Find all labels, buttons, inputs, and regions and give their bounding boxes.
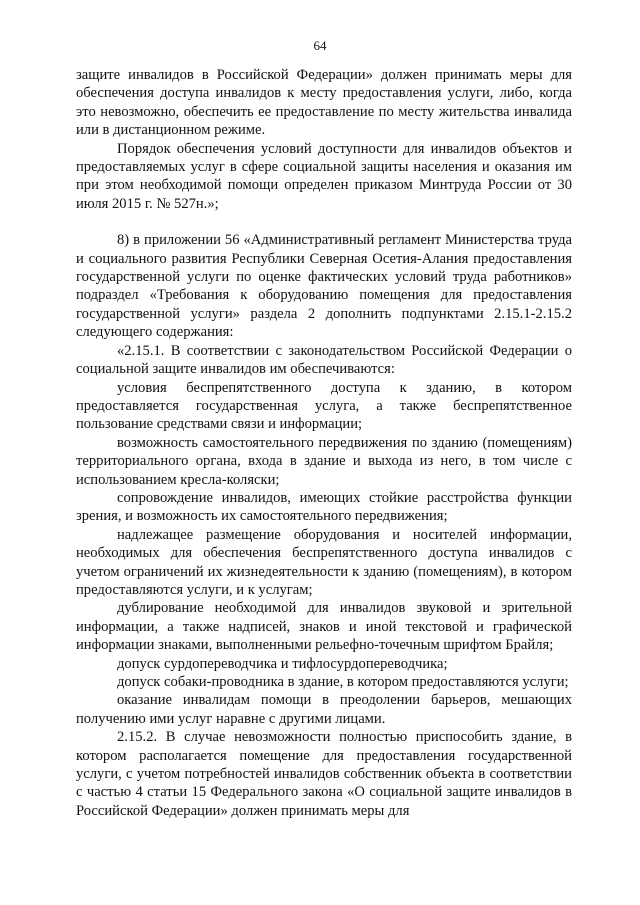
list-item-duplication: дублирование необходимой для инвалидов звуковой и зрительной информации, а также надписей, знаков и иной текстовой и графической информации знаками, выполненными рельефно-точечным шрифтом Брайля; xyxy=(76,600,572,654)
list-item-escort: сопровождение инвалидов, имеющих стойкие расстройства функции зрения, и возможность их самостоятельного передвижения; xyxy=(76,489,572,525)
list-item-assistance: оказание инвалидам помощи в преодолении барьеров, мешающих получению ими услуг наравне с другими лицами. xyxy=(76,692,572,727)
paragraph-2-15-2: 2.15.2. В случае невозможности полностью приспособить здание, в котором располагается помещение для предоставления государственной услуги, с учетом потребностей инвалидов собственник объекта в соответствии с частью 4 статьи 15 Федерального закона «О социальной защите инвалидов в Российской Федерации» должен принимать меры для xyxy=(76,729,572,819)
paragraph-item-8: 8) в приложении 56 «Административный регламент Министерства труда и социального развития Республики Северная Осетия-Алания предоставления государственной услуги по оценке фактических условий труда работников» подраздел «Требования к оборудованию помещения для предоставления государственной услуги» раздела 2 дополнить подпунктами 2.15.1-2.15.2 следующего содержания: xyxy=(76,232,572,341)
page-number: 64 xyxy=(313,38,327,53)
document-body xyxy=(76,66,572,820)
list-item-guide-dog: допуск собаки-проводника в здание, в котором предоставляются услуги; xyxy=(117,674,569,690)
paragraph-2-15-1: «2.15.1. В соответствии с законодательством Российской Федерации о социальной защите инвалидов им обеспечиваются: xyxy=(76,342,572,378)
list-item-interpreter: допуск сурдопереводчика и тифлосурдопереводчика; xyxy=(117,655,448,672)
list-item-movement: возможность самостоятельного передвижения по зданию (помещениям) территориального органа, входа в здание и выхода из него, в том числе с использованием кресла-коляски; xyxy=(76,434,572,488)
list-item-access-conditions: условия беспрепятственного доступа к зданию, в котором предоставляется государственная услуга, а также беспрепятственное пользование средствами связи и информации; xyxy=(76,379,572,433)
list-item-equipment: надлежащее размещение оборудования и носителей информации, необходимых для обеспечения беспрепятственного доступа инвалидов с учетом ограничений их жизнедеятельности к зданию (помещениям), в котором предоставляются услуги, и к услугам; xyxy=(76,526,572,598)
paragraph-continuation: защите инвалидов в Российской Федерации» должен принимать меры для обеспечения доступа инвалидов к месту предоставления услуги, либо, когда это невозможно, обеспечить ее предоставление по месту жительства инвалида или в дистанционном режиме. xyxy=(76,67,572,139)
paragraph-order-reference: Порядок обеспечения условий доступности для инвалидов объектов и предоставляемых услуг в сфере социальной защиты населения и оказания им при этом необходимой помощи определен приказом Минтруда России от 30 июля 2015 г. № 527н.»; xyxy=(76,140,572,212)
